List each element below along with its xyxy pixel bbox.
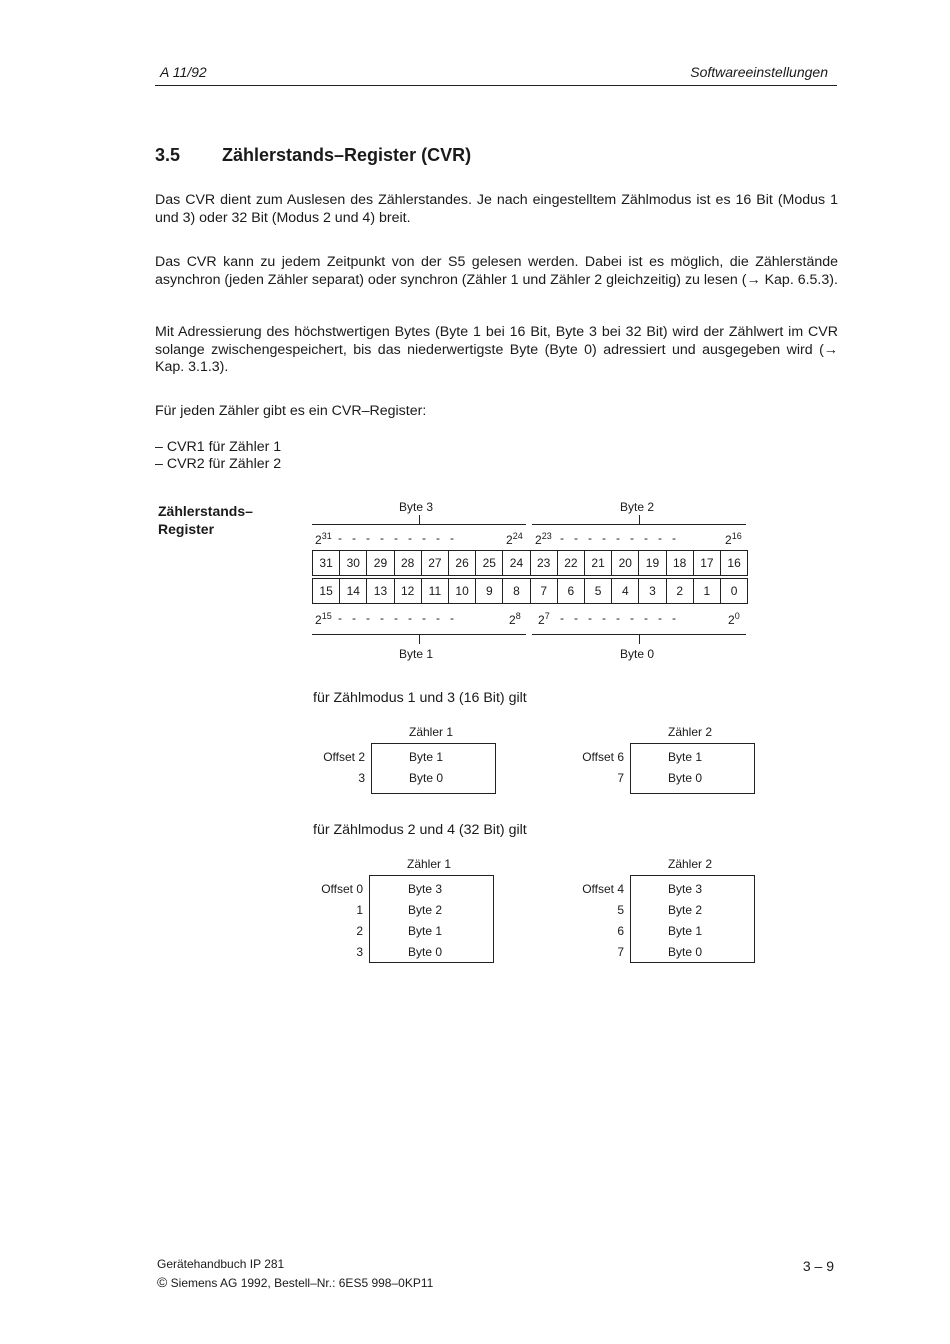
dashes-byte3: - - - - - - - - -: [338, 531, 454, 545]
mode16-counter2-byte: Byte 0: [668, 771, 703, 785]
mode16-counter2-offset: Offset 6: [582, 750, 624, 764]
mode32-counter1-byte: Byte 0: [408, 945, 443, 959]
bit-cell: 15: [312, 578, 340, 604]
bit-cell: 18: [666, 550, 694, 576]
footer-copyright: © Siemens AG 1992, Bestell–Nr.: 6ES5 998–0KP11: [157, 1274, 434, 1290]
header-right: Softwareeinstellungen: [690, 64, 828, 80]
bit-cell: 22: [557, 550, 585, 576]
byte1-tick: [419, 634, 420, 644]
bit-cell: 24: [502, 550, 530, 576]
dashes-byte0: - - - - - - - - -: [560, 611, 676, 625]
bit-cell: 7: [530, 578, 558, 604]
mode16-counter2-title: Zähler 2: [668, 725, 713, 739]
header-rule: [155, 85, 837, 86]
pow-24: $2^{24}$: [506, 531, 523, 547]
bit-cell: 29: [366, 550, 394, 576]
section-number: 3.5: [155, 145, 181, 165]
byte2-label: Byte 2: [620, 500, 655, 514]
mode32-counter2-offset: 7: [617, 945, 624, 959]
mode32-counter1-byte: Byte 3: [408, 882, 443, 896]
pow-8: $2^8$: [509, 611, 521, 627]
pow-23: $2^{23}$: [535, 531, 552, 547]
mode32-counter1-title: Zähler 1: [407, 857, 452, 871]
mode16-counter1-offset: 3: [358, 771, 365, 785]
register-label: Zählerstands– Register: [158, 503, 253, 537]
footer-manual: Gerätehandbuch IP 281: [157, 1257, 285, 1271]
pow-7: $2^7$: [538, 611, 550, 627]
pow-31: $2^{31}$: [315, 531, 332, 547]
mode32-counter2-byte: Byte 0: [668, 945, 703, 959]
byte1-label: Byte 1: [399, 647, 434, 661]
bit-cell: 14: [339, 578, 367, 604]
header-left: A 11/92: [160, 64, 207, 80]
bit-cell: 13: [366, 578, 394, 604]
byte0-tick: [639, 634, 640, 644]
bit-cell: 0: [720, 578, 748, 604]
byte2-bracket: [532, 524, 746, 525]
bit-cell: 3: [638, 578, 666, 604]
dashes-byte2: - - - - - - - - -: [560, 531, 676, 545]
bit-cell: 20: [611, 550, 639, 576]
dashes-byte1: - - - - - - - - -: [338, 611, 454, 625]
mode16-caption: für Zählmodus 1 und 3 (16 Bit) gilt: [313, 690, 527, 706]
bit-cell: 25: [475, 550, 503, 576]
bit-cell: 26: [448, 550, 476, 576]
mode16-counter1-offset: Offset 2: [323, 750, 365, 764]
section-title: Zählerstands–Register (CVR): [222, 145, 472, 165]
bit-cell: 17: [693, 550, 721, 576]
bit-cell: 8: [502, 578, 530, 604]
bit-cell: 9: [475, 578, 503, 604]
byte0-label: Byte 0: [620, 647, 655, 661]
list-item-cvr1: – CVR1 für Zähler 1: [155, 439, 282, 455]
bit-cell: 31: [312, 550, 340, 576]
mode32-counter1-offset: Offset 0: [321, 882, 363, 896]
bit-cell: 16: [720, 550, 748, 576]
paragraph-1: Das CVR dient zum Auslesen des Zählerstandes. Je nach eingestelltem Zählmodus ist es 16 Bit (Modus 1 und 3) oder 32 Bit (Modus 2 und 4) breit.: [155, 192, 838, 226]
bit-cell: 19: [638, 550, 666, 576]
paragraph-3: Mit Adressierung des höchstwertigen Bytes (Byte 1 bei 16 Bit, Byte 3 bei 32 Bit) wird der Zählwert im CVR solange zwischengespeichert, bis das niederwertigste Byte (Byte 0) adressiert und ausgegeben wird (→ Kap. 3.1.3).: [155, 324, 838, 376]
mode32-counter1-byte: Byte 1: [408, 924, 443, 938]
bit-cell: 2: [666, 578, 694, 604]
paragraph-4: Für jeden Zähler gibt es ein CVR–Register:: [155, 403, 427, 419]
mode32-counter2-title: Zähler 2: [668, 857, 713, 871]
bit-cell: 11: [421, 578, 449, 604]
bit-cell: 5: [584, 578, 612, 604]
copyright-icon: ©: [157, 1274, 168, 1290]
pow-0: $2^0$: [728, 611, 740, 627]
bit-cell: 4: [611, 578, 639, 604]
mode16-counter1-byte: Byte 1: [409, 750, 444, 764]
byte3-bracket: [312, 524, 526, 525]
mode32-counter2-byte: Byte 3: [668, 882, 703, 896]
list-item-cvr2: – CVR2 für Zähler 2: [155, 456, 282, 472]
pow-15: $2^{15}$: [315, 611, 332, 627]
mode32-counter1-byte: Byte 2: [408, 903, 443, 917]
mode32-caption: für Zählmodus 2 und 4 (32 Bit) gilt: [313, 822, 527, 838]
mode32-counter1-offset: 3: [356, 945, 363, 959]
bit-cell: 30: [339, 550, 367, 576]
mode32-counter2-byte: Byte 2: [668, 903, 703, 917]
mode16-counter1-title: Zähler 1: [409, 725, 454, 739]
bit-cell: 12: [394, 578, 422, 604]
mode32-counter2-offset: Offset 4: [582, 882, 624, 896]
mode16-counter2-byte: Byte 1: [668, 750, 703, 764]
bit-cell: 1: [693, 578, 721, 604]
bit-cell: 21: [584, 550, 612, 576]
mode32-counter2-byte: Byte 1: [668, 924, 703, 938]
mode32-counter2-offset: 5: [617, 903, 624, 917]
bit-cell: 6: [557, 578, 585, 604]
bit-cell: 23: [530, 550, 558, 576]
mode32-counter2-offset: 6: [617, 924, 624, 938]
pow-16: $2^{16}$: [725, 531, 742, 547]
mode32-counter1-offset: 2: [356, 924, 363, 938]
mode32-counter1-offset: 1: [356, 903, 363, 917]
bit-cell: 28: [394, 550, 422, 576]
bit-cell: 10: [448, 578, 476, 604]
bit-cell: 27: [421, 550, 449, 576]
byte3-label: Byte 3: [399, 500, 434, 514]
mode16-counter2-offset: 7: [617, 771, 624, 785]
page-number: 3 – 9: [802, 1258, 834, 1274]
mode16-counter1-byte: Byte 0: [409, 771, 444, 785]
paragraph-2: Das CVR kann zu jedem Zeitpunkt von der S5 gelesen werden. Dabei ist es möglich, die Zählerstände asynchron (jeden Zähler separat) oder synchron (Zähler 1 und Zähler 2 gleichzeitig) zu lesen (→ Kap. 6.5.3).: [155, 254, 838, 288]
